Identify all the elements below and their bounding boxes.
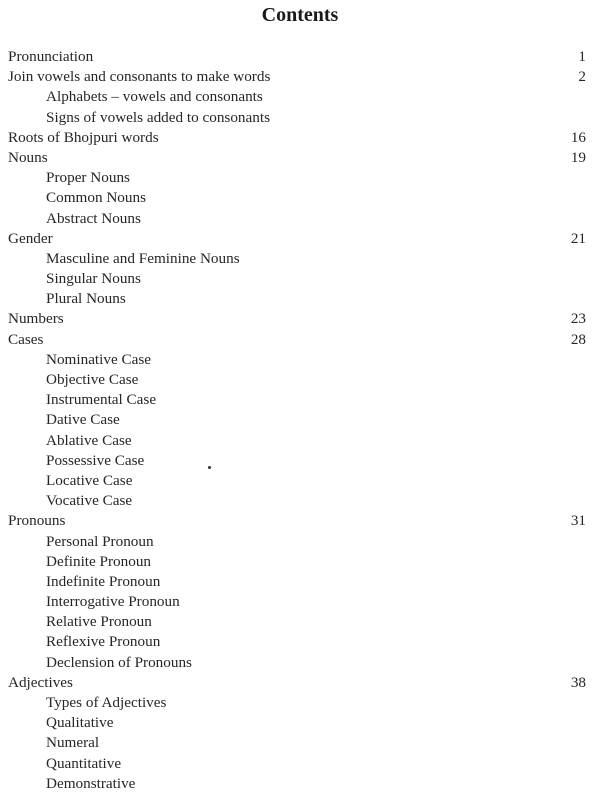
toc-subtopic-row [0,532,600,552]
toc-subtopic-label: Vocative Case [46,492,133,510]
toc-chapter-row [0,148,600,168]
toc-page-number: 38 [570,673,586,691]
toc-subtopic-row [0,754,600,774]
toc-subtopic-label: Proper Nouns [46,169,130,187]
toc-subtopic-label: Common Nouns [46,189,146,207]
toc-subtopic-label: Ablative Case [46,431,132,449]
toc-chapter-row [0,67,600,87]
toc-subtopic-row [0,632,600,652]
toc-subtopic-label: Objective Case [46,371,139,388]
toc-subtopic-label: Masculine and Feminine Nouns [46,249,240,267]
toc-subtopic-row [0,370,600,390]
toc-page-number: 31 [570,512,586,530]
toc-subtopic-label: Interrogative Pronoun [46,593,180,611]
toc-chapter-label: Roots of Bhojpuri words [8,128,159,146]
toc-subtopic-row [0,249,600,269]
toc-chapter-label: Gender [8,229,53,247]
toc-subtopic-label: Nominative Case [46,350,152,368]
toc-subtopic-row [0,108,600,128]
toc-subtopic-label: Instrumental Case [46,391,157,409]
toc-subtopic-label: Quantitative [46,754,122,772]
toc-chapter-row [0,229,600,249]
toc-subtopic-row [0,713,600,733]
toc-subtopic-label: Indefinite Pronoun [46,572,161,590]
toc-subtopic-row [0,552,600,572]
toc-chapter-row [0,511,600,531]
toc-subtopic-label: Signs of vowels added to consonants [46,108,270,126]
toc-subtopic-row [0,168,600,188]
toc-subtopic-row [0,592,600,612]
toc-subtopic-label: Relative Pronoun [46,613,152,631]
toc-subtopic-row [0,188,600,208]
toc-page-number: 19 [570,148,586,166]
toc-chapter-label: Numbers [8,310,64,328]
toc-subtopic-row [0,87,600,107]
toc-chapter-row [0,128,600,148]
toc-subtopic-label: Reflexive Pronoun [46,633,161,651]
toc-subtopic-label: Plural Nouns [46,290,126,308]
toc-subtopic-row [0,451,600,471]
toc-subtopic-row [0,269,600,289]
page-title: Contents [261,4,339,26]
toc-subtopic-row [0,733,600,753]
toc-page-number: 2 [578,68,586,86]
toc-page-number: 1 [578,48,586,65]
toc-chapter-label: Pronouns [8,512,66,530]
toc-subtopic-row [0,572,600,592]
toc-subtopic-row [0,471,600,491]
toc-subtopic-row [0,390,600,410]
toc-subtopic-row [0,350,600,370]
toc-subtopic-row [0,612,600,632]
toc-subtopic-label: Definite Pronoun [46,552,152,570]
toc-subtopic-row [0,289,600,309]
toc-page-number: 16 [570,128,586,146]
toc-chapter-label: Cases [8,330,44,348]
toc-page-number: 23 [570,310,586,328]
toc-subtopic-label: Declension of Pronouns [46,653,192,671]
toc-page-number: 28 [570,330,586,348]
toc-chapter-label: Nouns [8,148,48,166]
toc-chapter-row [0,47,600,67]
toc-subtopic-row [0,491,600,511]
toc-subtopic-label: Types of Adjectives [46,694,167,711]
toc-subtopic-label: Demonstrative [46,774,136,792]
toc-page-number: 21 [570,229,586,247]
toc-chapter-row [0,330,600,350]
table-of-contents [0,47,600,794]
toc-subtopic-row [0,410,600,430]
toc-subtopic-label: Possessive Case [46,451,145,469]
toc-chapter-row [0,673,600,693]
toc-chapter-label: Adjectives [8,673,73,691]
toc-subtopic-label: Singular Nouns [46,270,141,288]
toc-subtopic-row [0,209,600,229]
toc-chapter-label: Pronunciation [8,48,94,65]
toc-subtopic-label: Qualitative [46,714,114,732]
toc-subtopic-label: Abstract Nouns [46,209,141,227]
toc-subtopic-label: Locative Case [46,471,133,489]
print-speck [208,466,211,469]
toc-subtopic-label: Alphabets – vowels and consonants [46,88,263,106]
toc-subtopic-row [0,653,600,673]
toc-subtopic-row [0,693,600,713]
toc-chapter-label: Join vowels and consonants to make words [8,68,271,86]
toc-subtopic-label: Numeral [46,734,100,752]
toc-chapter-row [0,309,600,329]
toc-subtopic-row [0,774,600,794]
toc-subtopic-row [0,431,600,451]
toc-subtopic-label: Dative Case [46,411,120,429]
toc-subtopic-label: Personal Pronoun [46,532,154,550]
